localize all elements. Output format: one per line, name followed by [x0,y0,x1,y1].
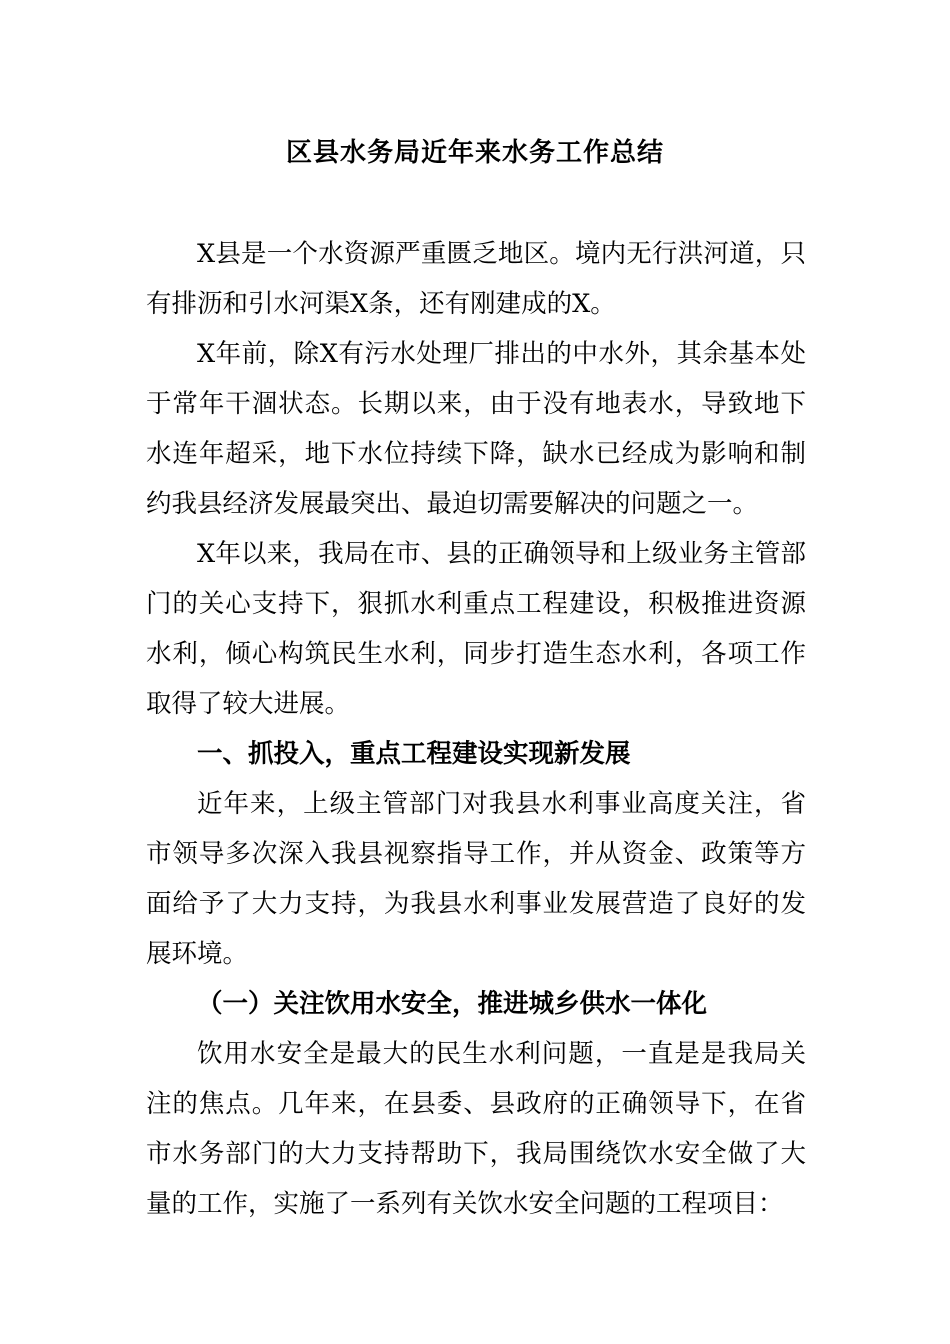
paragraph-5: 饮用水安全是最大的民生水利问题，一直是是我局关注的焦点。几年来，在县委、县政府的正确领导下，在省市水务部门的大力支持帮助下，我局围绕饮水安全做了大量的工作，实施了一系列有关饮水安全问题的工程项目： [146,1039,806,1219]
document-title: 区县水务局近年来水务工作总结 [285,138,664,168]
paragraph-4: 近年来，上级主管部门对我县水利事业高度关注，省市领导多次深入我县视察指导工作，并从资金、政策等方面给予了大力支持，为我县水利事业发展营造了良好的发展环境。 [146,789,806,969]
paragraph-2: X年前，除X有污水处理厂排出的中水外，其余基本处于常年干涸状态。长期以来，由于没有地表水，导致地下水连年超采，地下水位持续下降，缺水已经成为影响和制约我县经济发展最突出、最迫切需要解决的问题之一。 [146,339,806,519]
paragraph-1: X县是一个水资源严重匮乏地区。境内无行洪河道，只有排沥和引水河渠X条，还有刚建成的X。 [146,239,806,319]
section-heading-1: 一、抓投入，重点工程建设实现新发展 [197,739,631,769]
subsection-heading-1: （一）关注饮用水安全，推进城乡供水一体化 [197,989,708,1019]
paragraph-3: X年以来，我局在市、县的正确领导和上级业务主管部门的关心支持下，狠抓水利重点工程建设，积极推进资源水利，倾心构筑民生水利，同步打造生态水利，各项工作取得了较大进展。 [146,539,806,719]
document-body [146,229,806,1229]
